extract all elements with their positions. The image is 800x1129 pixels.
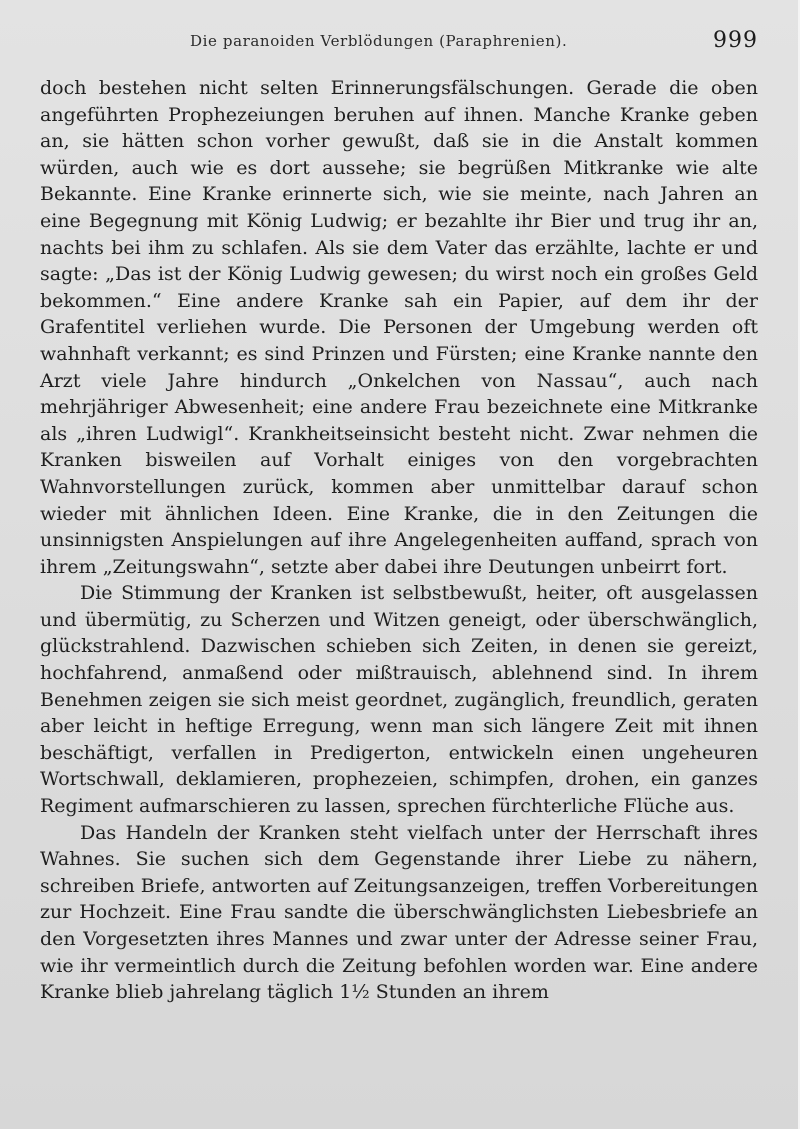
paragraph-3: Das Handeln der Kranken steht vielfach unter der Herrschaft ihres Wahnes. Sie suchen sich dem Gegenstande ihrer Liebe zu nähern, schreiben Briefe, antworten auf Zeitungsanzeigen, treffen Vorbereitungen zur Hochzeit. Eine Frau sandte die überschwänglichsten Liebesbriefe an den Vorgesetzten ihres Mannes und zwar unter der Adresse seiner Frau, wie ihr vermeintlich durch die Zeitung befohlen worden war. Eine andere Kranke blieb jahrelang täglich 1½ Stunden an ihrem	[40, 821, 758, 1004]
paragraph-1: doch bestehen nicht selten Erinnerungsfälschungen. Gerade die oben angeführten Prophezeiungen beruhen auf ihnen. Manche Kranke geben an, sie hätten schon vorher gewußt, daß sie in die Anstalt kommen würden, auch wie es dort aussehe; sie begrüßen Mitkranke wie alte Bekannte. Eine Kranke erinnerte sich, wie sie meinte, nach Jahren an eine Begegnung mit König Ludwig; er bezahlte ihr Bier und trug ihr an, nachts bei ihm zu schlafen. Als sie dem Vater das erzählte, lachte er und sagte: „Das ist der König Ludwig gewesen; du wirst noch ein großes Geld bekommen.“ Eine andere Kranke sah ein Papier, auf dem ihr der Grafentitel verliehen wurde. Die Personen der Umgebung werden oft wahnhaft verkannt; es sind Prinzen und Fürsten; eine Kranke nannte den Arzt viele Jahre hindurch „Onkelchen von Nassau“, auch nach mehrjähriger Abwesenheit; eine andere Frau bezeichnete eine Mitkranke als „ihren Ludwigl“. Krankheitseinsicht besteht nicht. Zwar nehmen die Kranken bisweilen auf Vorhalt einiges von den vorgebrachten Wahnvorstellungen zurück, kommen aber unmittelbar darauf schon wieder mit ähnlichen Ideen. Eine Kranke, die in den Zeitungen die unsinnigsten Anspielungen auf ihre Angelegenheiten auffand, sprach von ihrem „Zeitungswahn“, setzte aber dabei ihre Deutungen unbeirrt fort.	[40, 77, 758, 578]
page-number: 999	[713, 28, 758, 53]
paragraph-2: Die Stimmung der Kranken ist selbstbewußt, heiter, oft ausgelassen und übermütig, zu Scherzen und Witzen geneigt, oder überschwänglich, glückstrahlend. Dazwischen schieben sich Zeiten, in denen sie gereizt, hochfahrend, anmaßend oder mißtrauisch, ablehnend sind. In ihrem Benehmen zeigen sie sich meist geordnet, zugänglich, freundlich, geraten aber leicht in heftige Erregung, wenn man sich längere Zeit mit ihnen beschäftigt, verfallen in Predigerton, entwickeln einen ungeheuren Wortschwall, deklamieren, prophezeien, schimpfen, drohen, ein ganzes Regiment aufmarschieren zu lassen, sprechen fürchterliche Flüche aus.	[40, 582, 758, 818]
running-head: Die paranoiden Verblödungen (Paraphrenien).	[190, 32, 568, 50]
body-text	[40, 75, 758, 1006]
page-header	[40, 28, 758, 64]
